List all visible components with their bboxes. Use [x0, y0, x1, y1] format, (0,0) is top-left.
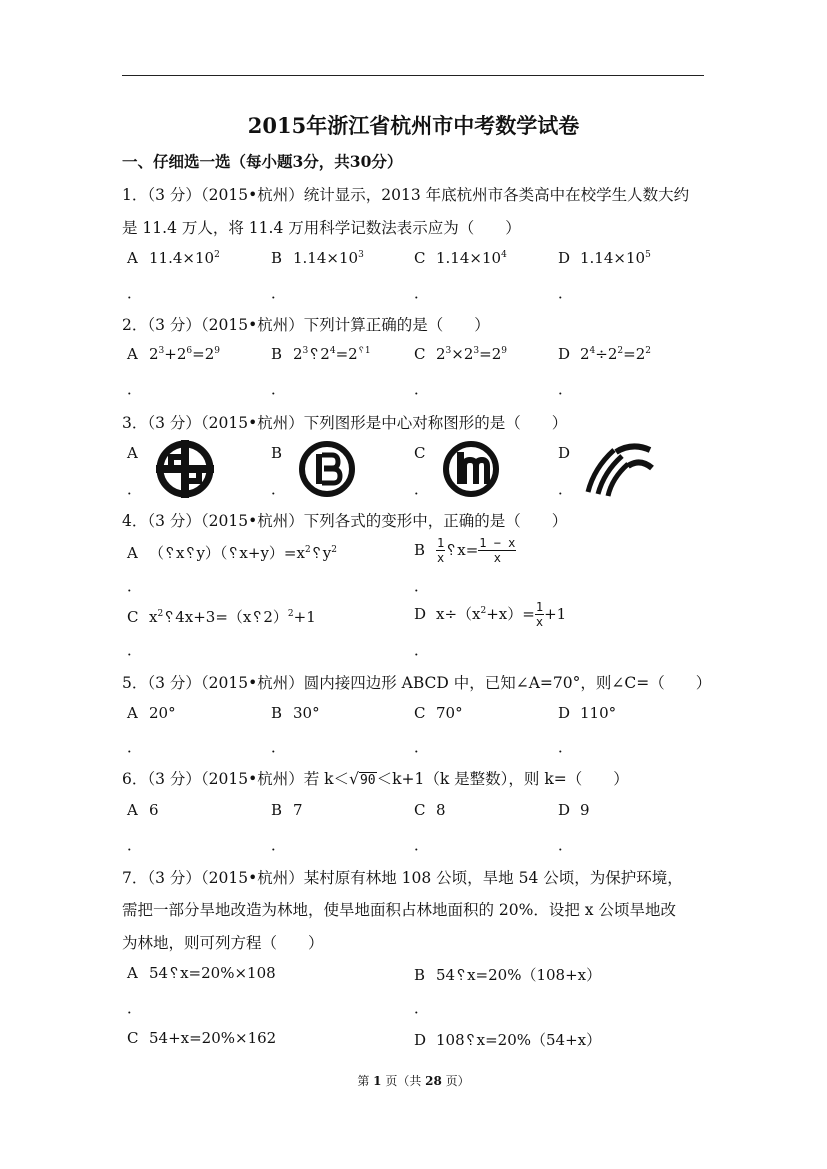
q5-option-d[interactable]: D 110°: [558, 704, 617, 722]
q3-dot-d: ．: [558, 480, 574, 498]
q5-option-b[interactable]: B 30°: [271, 704, 320, 722]
q4-dot-c: ．: [127, 641, 143, 659]
q5-dot-a: ．: [127, 738, 143, 756]
q4-d-fraction: $\frac{1}{x}$: [535, 600, 544, 630]
q2-option-c[interactable]: C $2^3\times 2^3=2^9$: [414, 345, 507, 363]
q5-dot-d: ．: [558, 738, 574, 756]
page-footer: 第 1 页（共 28 页）: [357, 1074, 470, 1088]
q3-option-c[interactable]: C: [414, 444, 426, 462]
q4-b-fraction-1: $\frac{1}{x}$: [437, 536, 445, 566]
logo-b-icon: [296, 438, 358, 500]
q3-line1: 3．（3 分）（2015•杭州）下列图形是中心对称图形的是（ ）: [122, 414, 568, 432]
page-title: 2015年浙江省杭州市中考数学试卷: [247, 113, 580, 138]
q1-option-d[interactable]: D $1.14\times 10^5$: [558, 249, 651, 267]
q6-line1: 6．（3 分）（2015•杭州）若 k＜√90＜k+1（k 是整数），则 k=（ ）: [122, 770, 629, 788]
q1-line1: 1．（3 分）（2015•杭州）统计显示，2013 年底杭州市各类高中在校学生人数大约: [122, 186, 690, 204]
q7-dot-b: ．: [414, 999, 430, 1017]
q1-option-c[interactable]: C $1.14\times 10^4$: [414, 249, 507, 267]
q6-option-a[interactable]: A 6: [127, 801, 159, 819]
q1-line2: 是 11.4 万人，将 11.4 万用科学记数法表示应为（ ）: [122, 219, 521, 237]
q4-line1: 4．（3 分）（2015•杭州）下列各式的变形中，正确的是（ ）: [122, 512, 568, 530]
q2-option-b[interactable]: B $2^3␦2^4=2^{␦1}$: [271, 345, 371, 363]
section-heading: 一、仔细选一选（每小题3分，共30分）: [122, 152, 403, 171]
q1-option-b[interactable]: B $1.14\times 10^3$: [271, 249, 364, 267]
logo-a-icon: [154, 438, 216, 500]
q5-dot-c: ．: [414, 738, 430, 756]
sqrt-symbol: √90: [349, 770, 376, 788]
q5-option-a[interactable]: A 20°: [127, 704, 176, 722]
q3-dot-b: ．: [271, 480, 287, 498]
q1-dot-c: ．: [414, 284, 430, 302]
q2-line1: 2．（3 分）（2015•杭州）下列计算正确的是（ ）: [122, 316, 490, 334]
q4-option-b[interactable]: B $\frac{1}{x}$ ␦x= $\frac{1 - x}{x}$: [414, 536, 516, 566]
q6-dot-b: ．: [271, 836, 287, 854]
q4-b-fraction-2: $\frac{1 - x}{x}$: [479, 536, 516, 566]
q7-option-d[interactable]: D 108␦x=20%（54+x）: [414, 1031, 602, 1049]
q7-line2: 需把一部分旱地改造为林地，使旱地面积占林地面积的 20%．设把 x 公顷旱地改: [122, 901, 676, 919]
q2-dot-d: ．: [558, 380, 574, 398]
q4-option-a[interactable]: A $(␦x␦y)(␦x+y)=x^2␦y^2$: [127, 544, 337, 562]
q1-dot-a: ．: [127, 284, 143, 302]
q7-option-a[interactable]: A 54␦x=20%×108: [127, 964, 276, 982]
q7-line1: 7．（3 分）（2015•杭州）某村原有林地 108 公顷，旱地 54 公顷，为保护环境，: [122, 869, 683, 887]
header-rule: [122, 75, 704, 76]
q4-option-c[interactable]: C $x^2␦4x+3=(x␦2)^2+1$: [127, 608, 316, 626]
q3-option-b[interactable]: B: [271, 444, 283, 462]
q6-dot-a: ．: [127, 836, 143, 854]
logo-c-icon: [440, 438, 502, 500]
q3-dot-a: ．: [127, 480, 143, 498]
q3-dot-c: ．: [414, 480, 430, 498]
q7-option-c[interactable]: C 54+x=20%×162: [127, 1029, 277, 1047]
q1-dot-d: ．: [558, 284, 574, 302]
q1-dot-b: ．: [271, 284, 287, 302]
q2-option-a[interactable]: A $2^3+2^6=2^9$: [127, 345, 220, 363]
q4-dot-d: ．: [414, 641, 430, 659]
q6-option-b[interactable]: B 7: [271, 801, 303, 819]
q3-option-d[interactable]: D: [558, 444, 571, 462]
q5-option-c[interactable]: C 70°: [414, 704, 463, 722]
q1-option-a[interactable]: A $11.4\times 10^2$: [127, 249, 220, 267]
q6-option-d[interactable]: D 9: [558, 801, 590, 819]
q5-dot-b: ．: [271, 738, 287, 756]
q6-dot-d: ．: [558, 836, 574, 854]
q2-dot-a: ．: [127, 380, 143, 398]
q2-dot-b: ．: [271, 380, 287, 398]
q6-option-c[interactable]: C 8: [414, 801, 446, 819]
q5-line1: 5．（3 分）（2015•杭州）圆内接四边形 ABCD 中，已知∠A=70°，则∠C=（ ）: [122, 674, 712, 692]
q4-dot-b: ．: [414, 577, 430, 595]
q7-option-b[interactable]: B 54␦x=20%（108+x）: [414, 966, 602, 984]
q7-dot-a: ．: [127, 999, 143, 1017]
q4-option-d[interactable]: D $x\div(x^2+x)=$ $\frac{1}{x}$ +1: [414, 600, 567, 630]
logo-d-icon: [584, 440, 656, 498]
q2-option-d[interactable]: D $2^4\div 2^2=2^2$: [558, 345, 651, 363]
q6-dot-c: ．: [414, 836, 430, 854]
q3-option-a[interactable]: A: [127, 444, 138, 462]
q7-line3: 为林地，则可列方程（ ）: [122, 934, 324, 952]
q4-dot-a: ．: [127, 577, 143, 595]
q2-dot-c: ．: [414, 380, 430, 398]
